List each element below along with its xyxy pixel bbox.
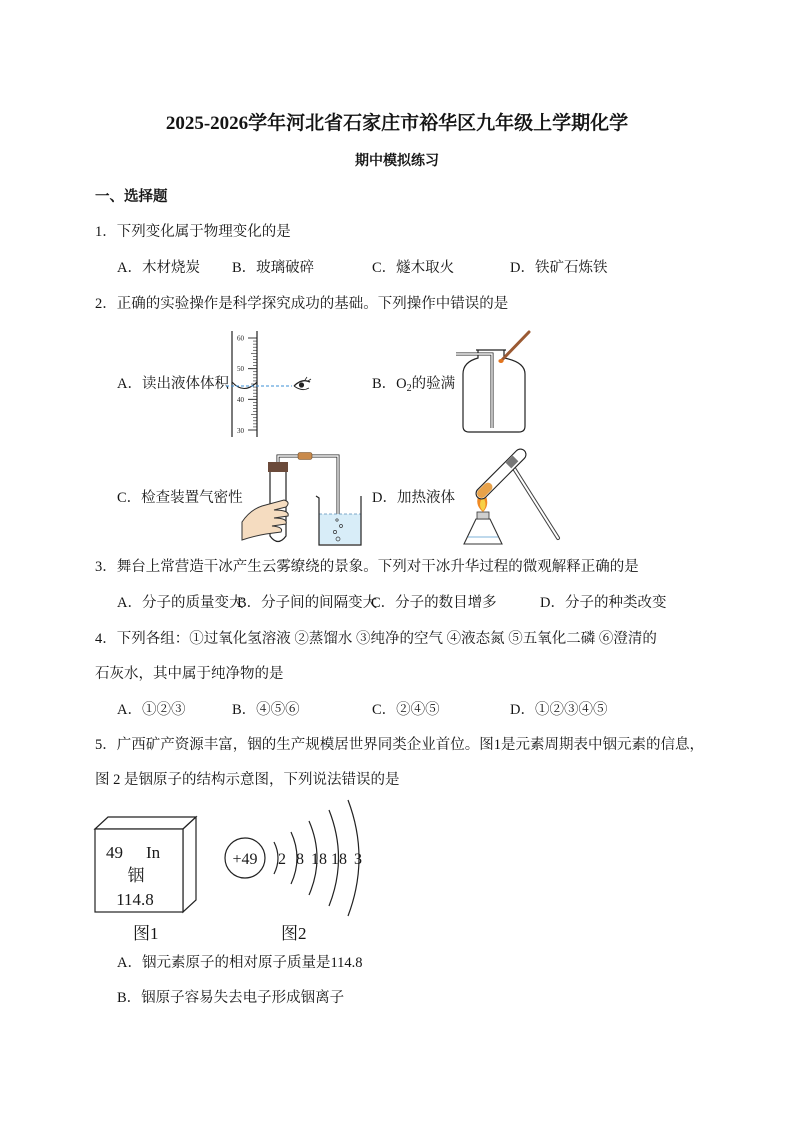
atomic-mass: 114.8: [116, 890, 154, 909]
nucleus-charge: +49: [232, 851, 258, 868]
question-3-option-b: B．分子间的间隔变大: [237, 595, 378, 611]
rubber-connector: [298, 453, 312, 460]
figure-2-caption: 图2: [281, 924, 307, 943]
question-4-option-c: C．②④⑤: [372, 702, 440, 718]
element-name: 铟: [127, 866, 145, 885]
page-title: 2025-2026学年河北省石家庄市裕华区九年级上学期化学: [165, 113, 629, 134]
cylinder-label-30: 30: [237, 427, 244, 435]
figure-1-caption: 图1: [133, 924, 159, 943]
wooden-splint: [501, 332, 529, 361]
atomic-number: 49: [106, 843, 123, 862]
question-2-option-c: C．检查装置气密性: [117, 490, 243, 506]
question-3-option-d: D．分子的种类改变: [540, 595, 667, 611]
question-2-stem: 2．正确的实验操作是科学探究成功的基础。下列操作中错误的是: [95, 296, 509, 312]
question-4-stem-line-1: 4．下列各组：①过氧化氢溶液 ②蒸馏水 ③纯净的空气 ④液态氮 ⑤五氧化二磷 ⑥澄清的: [95, 631, 657, 647]
heating-liquid-diagram: [452, 445, 567, 550]
question-4-option-b: B．④⑤⑥: [232, 702, 300, 718]
question-1-stem: 1．下列变化属于物理变化的是: [95, 224, 291, 240]
glowing-tip: [498, 359, 503, 363]
question-5-stem-line-1: 5．广西矿产资源丰富，铟的生产规模居世界同类企业首位。图1是元素周期表中铟元素的信息，: [95, 737, 704, 753]
question-4-option-d: D．①②③④⑤: [510, 702, 608, 718]
question-1-option-c: C．燧木取火: [372, 260, 455, 276]
airtightness-check-diagram: [240, 450, 370, 550]
element-symbol: In: [146, 843, 161, 862]
shell-electrons-4: 18: [331, 851, 347, 868]
page-subtitle: 期中模拟练习: [355, 154, 439, 169]
question-1-option-a: A．木材烧炭: [117, 260, 200, 276]
alcohol-lamp: [464, 519, 502, 544]
option-b-suffix: 的验满: [411, 376, 456, 392]
question-2-option-a: A．读出液体体积: [117, 376, 229, 392]
question-2-option-d: D．加热液体: [372, 490, 455, 506]
rubber-stopper: [268, 462, 288, 472]
cylinder-label-60: 60: [237, 334, 244, 343]
question-1-option-d: D．铁矿石炼铁: [510, 260, 608, 276]
question-4-stem-line-2: 石灰水，其中属于纯净物的是: [95, 666, 284, 682]
atom-structure-diagram: [220, 795, 375, 920]
tube-holder-inner: [510, 462, 558, 538]
question-3-option-c: C．分子的数目增多: [371, 595, 497, 611]
shell-electrons-5: 3: [354, 851, 362, 868]
option-b-subscript: 2: [406, 383, 412, 394]
gas-bottle-diagram: [452, 328, 534, 438]
question-5-option-a: A．铟元素原子的相对原子质量是114.8: [117, 955, 363, 971]
question-1-option-b: B．玻璃破碎: [232, 260, 315, 276]
eye-icon: [294, 377, 311, 390]
element-card-indium: [90, 812, 202, 916]
question-5-option-b: B．铟原子容易失去电子形成铟离子: [117, 990, 345, 1006]
question-3-stem: 3．舞台上常营造干冰产生云雾缭绕的景象。下列对干冰升华过程的微观解释正确的是: [95, 559, 639, 575]
cylinder-label-40: 40: [237, 396, 244, 404]
shell-electrons-1: 2: [278, 851, 286, 868]
lamp-wick-holder: [477, 512, 489, 519]
option-b-prefix: B．O: [372, 376, 407, 392]
question-4-option-a: A．①②③: [117, 702, 186, 718]
card-side-face: [183, 817, 196, 912]
shell-electrons-2: 8: [296, 851, 304, 868]
question-2-option-b: [372, 374, 455, 394]
question-5-stem-line-2: 图 2 是铟原子的结构示意图，下列说法错误的是: [95, 772, 400, 788]
meniscus-curve: [232, 382, 257, 389]
section-heading: 一、选择题: [95, 189, 168, 205]
shell-electrons-3: 18: [311, 851, 327, 868]
cylinder-label-50: 50: [237, 365, 244, 373]
graduated-cylinder-diagram: [210, 325, 320, 445]
card-top-face: [95, 817, 196, 829]
question-3-option-a: A．分子的质量变大: [117, 595, 244, 611]
gas-bottle: [463, 350, 525, 432]
tilted-test-tube: [474, 447, 528, 501]
